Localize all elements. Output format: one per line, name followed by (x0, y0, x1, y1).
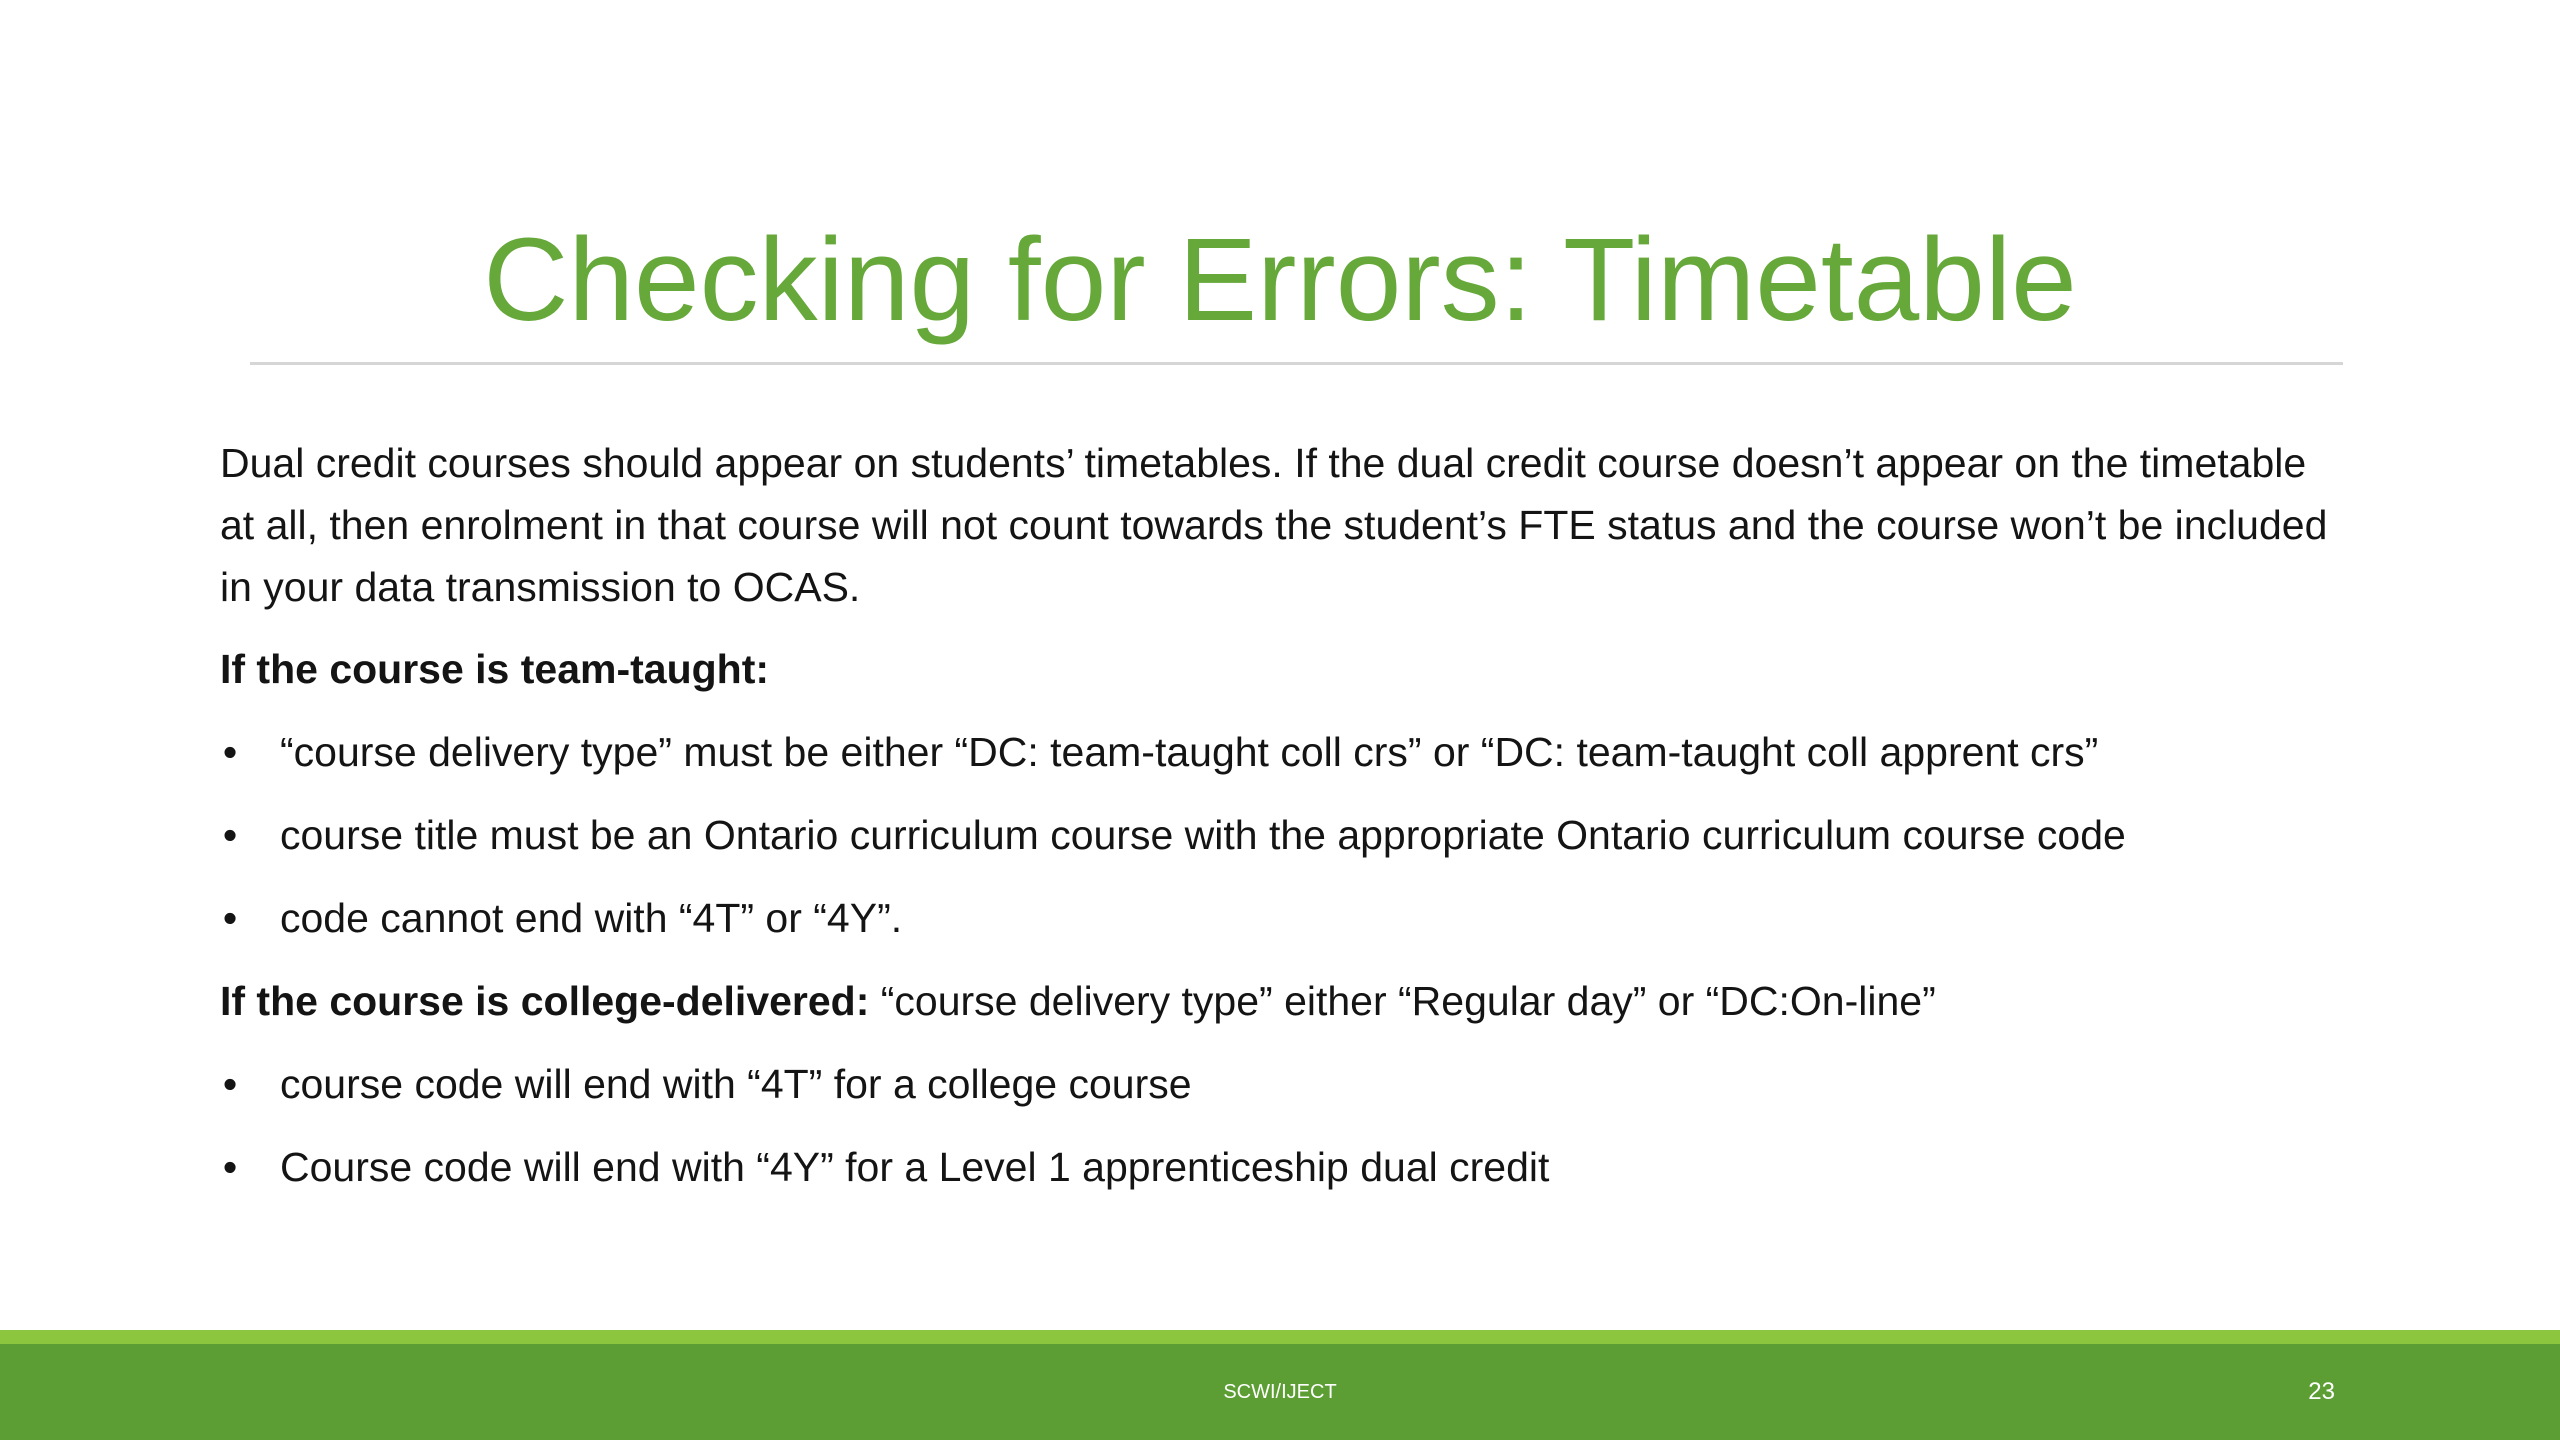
footer-text: SCWI/IJECT (1223, 1381, 1337, 1403)
team-taught-heading-text: If the course is team-taught: (220, 646, 770, 692)
list-item (220, 1053, 2330, 1115)
slide-body (220, 432, 2330, 1219)
bullet-text: course code will end with “4T” for a college course (280, 1061, 1192, 1107)
footer-accent-stripe (0, 1330, 2560, 1344)
page-number: 23 (2308, 1378, 2335, 1405)
bullet-icon: • (222, 729, 238, 775)
title-divider (250, 362, 2343, 365)
list-item (220, 1136, 2330, 1198)
college-delivered-bullet-list (220, 1053, 2330, 1198)
bullet-text: Course code will end with “4Y” for a Level 1 apprenticeship dual credit (280, 1144, 1550, 1190)
team-taught-bullet-list (220, 721, 2330, 949)
bullet-icon: • (222, 812, 238, 858)
bullet-icon: • (222, 1144, 238, 1190)
bullet-icon: • (222, 895, 238, 941)
bullet-text: course title must be an Ontario curriculum course with the appropriate Ontario curriculum course code (280, 812, 2126, 858)
list-item (220, 887, 2330, 949)
college-delivered-heading-rest: “course delivery type” either “Regular day” or “DC:On-line” (869, 978, 1936, 1024)
bullet-text: “course delivery type” must be either “DC: team-taught coll crs” or “DC: team-taught coll apprent crs” (280, 729, 2099, 775)
slide-title: Checking for Errors: Timetable (483, 214, 2077, 346)
college-delivered-heading-bold: If the course is college-delivered: (220, 978, 870, 1024)
college-delivered-heading (220, 970, 2330, 1032)
bullet-icon: • (222, 1061, 238, 1107)
list-item (220, 721, 2330, 783)
intro-paragraph: Dual credit courses should appear on students’ timetables. If the dual credit course doesn’t appear on the timetable at all, then enrolment in that course will not count towards the student’s FTE status and the course won’t be included in your data transmission to OCAS. (220, 440, 2328, 610)
bullet-text: code cannot end with “4T” or “4Y”. (280, 895, 903, 941)
team-taught-heading (220, 638, 2330, 700)
list-item (220, 804, 2330, 866)
footer-bar (0, 1344, 2560, 1440)
